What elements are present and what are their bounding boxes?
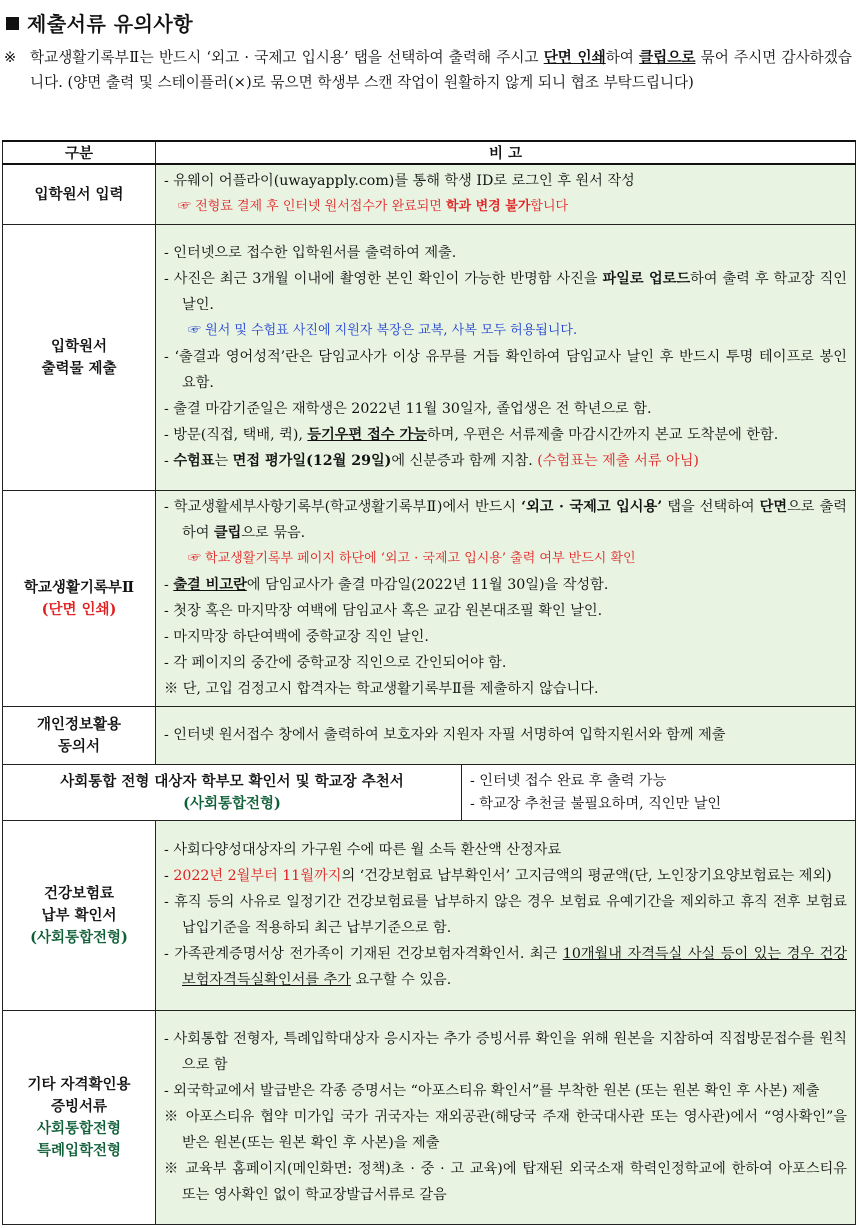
row-category: 입학원서 입력 [3,164,156,225]
table-row [3,164,856,225]
table-row [3,821,856,1011]
table-row [3,491,856,707]
row-description: - 사회다양성대상자의 가구원 수에 따른 월 소득 환산액 산정자료 - 2022년 2월부터 11월까지의 ‘건강보험료 납부확인서’ 고지금액의 평균액(단, 노인장기요양보험료는 제외) - 휴직 등의 사유로 일정기간 건강보험료를 납부하지 않은 경우 보험료 유예기간을 제외하고 휴직 전후 보험료 납입기준을 적용하되 최근 납부기준으로 함. - 가족관계증명서상 전가족이 기재된 건강보험자격확인서. 최근 10개월내 자격득실 사실 등이 있는 경우 건강보험자격득실확인서를 추가 요구할 수 있음. [156,821,856,1011]
table-header-row [3,141,856,164]
row-description: - 유웨이 어플라이(uwayapply.com)를 통해 학생 ID로 로그인 후 원서 작성 ☞ 전형료 결제 후 인터넷 원서접수가 완료되면 학과 변경 불가합니다 [156,164,856,225]
row-category: 기타 자격확인용 증빙서류 사회통합전형 특례입학전형 [3,1011,156,1225]
square-bullet-icon [6,17,19,30]
row-category: 입학원서 출력물 제출 [3,225,156,491]
page-title: 제출서류 유의사항 [6,8,193,37]
row-description: - 학교생활세부사항기록부(학교생활기록부Ⅱ)에서 반드시 ‘외고 · 국제고 입시용’ 탭을 선택하여 단면으로 출력하여 클립으로 묶음. ☞ 학교생활기록부 페이지 하단에 ‘외고 · 국제고 입시용’ 출력 여부 반드시 확인 - 출결 비고란에 담임교사가 출결 마감일(2022년 11월 30일)을 작성함. - 첫장 혹은 마지막장 여백에 담임교사 혹은 교감 원본대조필 확인 날인. - 마지막장 하단여백에 중학교장 직인 날인. - 각 페이지의 중간에 중학교장 직인으로 간인되어야 함. ※ 단, 고입 검정고시 합격자는 학교생활기록부Ⅱ를 제출하지 않습니다. [156,491,856,707]
notice-paragraph: ※ 학교생활기록부Ⅱ는 반드시 ‘외고 · 국제고 입시용’ 탭을 선택하여 출력해 주시고 단면 인쇄하여 클립으로 묶어 주시면 감사하겠습니다. (양면 출력 및 스테이플러(×)로 묶으면 학생부 스캔 작업이 원활하지 않게 되니 협조 부탁드립니다) [4,46,852,95]
row-description: - 인터넷으로 접수한 입학원서를 출력하여 제출. - 사진은 최근 3개월 이내에 촬영한 본인 확인이 가능한 반명함 사진을 파일로 업로드하여 출력 후 학교장 직인 날인. ☞ 원서 및 수험표 사진에 지원자 복장은 교복, 사복 모두 허용됩니다. - ‘출결과 영어성적’란은 담임교사가 이상 유무를 거듭 확인하여 담임교사 날인 후 반드시 투명 테이프로 봉인 요함. - 출결 마감기준일은 재학생은 2022년 11월 30일자, 졸업생은 전 학년으로 함. - 방문(직접, 택배, 퀵), 등기우편 접수 가능하며, 우편은 서류제출 마감시간까지 본교 도착분에 한함. - 수험표는 면접 평가일(12월 29일)에 신분증과 함께 지참. (수험표는 제출 서류 아님) [156,225,856,491]
notice-mark: ※ [4,49,17,66]
table-row [3,225,856,491]
row-description: - 인터넷 원서접수 창에서 출력하여 보호자와 지원자 자필 서명하여 입학지원서와 함께 제출 [156,707,856,765]
row-category: 학교생활기록부Ⅱ (단면 인쇄) [3,491,156,707]
documents-table [2,140,856,1225]
table-row [3,765,856,821]
row-description: - 인터넷 접수 완료 후 출력 가능 - 학교장 추천글 불필요하며, 직인만 날인 [462,765,856,821]
table-row [3,707,856,765]
row-category: 건강보험료 납부 확인서 (사회통합전형) [3,821,156,1011]
header-remarks: 비 고 [156,141,856,164]
header-category: 구분 [3,141,156,164]
row-category: 사회통합 전형 대상자 학부모 확인서 및 학교장 추천서 (사회통합전형) [3,765,462,821]
table-row [3,1011,856,1225]
row-description: - 사회통합 전형자, 특례입학대상자 응시자는 추가 증빙서류 확인을 위해 원본을 지참하여 직접방문접수를 원칙으로 함 - 외국학교에서 발급받은 각종 증명서는 “아포스티유 확인서”를 부착한 원본 (또는 원본 확인 후 사본) 제출 ※ 아포스티유 협약 미가입 국가 귀국자는 재외공관(해당국 주재 한국대사관 또는 영사관)에서 “영사확인”을 받은 원본(또는 원본 확인 후 사본)을 제출 ※ 교육부 홈페이지(메인화면: 정책)초 · 중 · 고 교육)에 탑재된 외국소재 학력인정학교에 한하여 아포스티유 또는 영사확인 없이 학교장발급서류로 갈음 [156,1011,856,1225]
row-category: 개인정보활용 동의서 [3,707,156,765]
